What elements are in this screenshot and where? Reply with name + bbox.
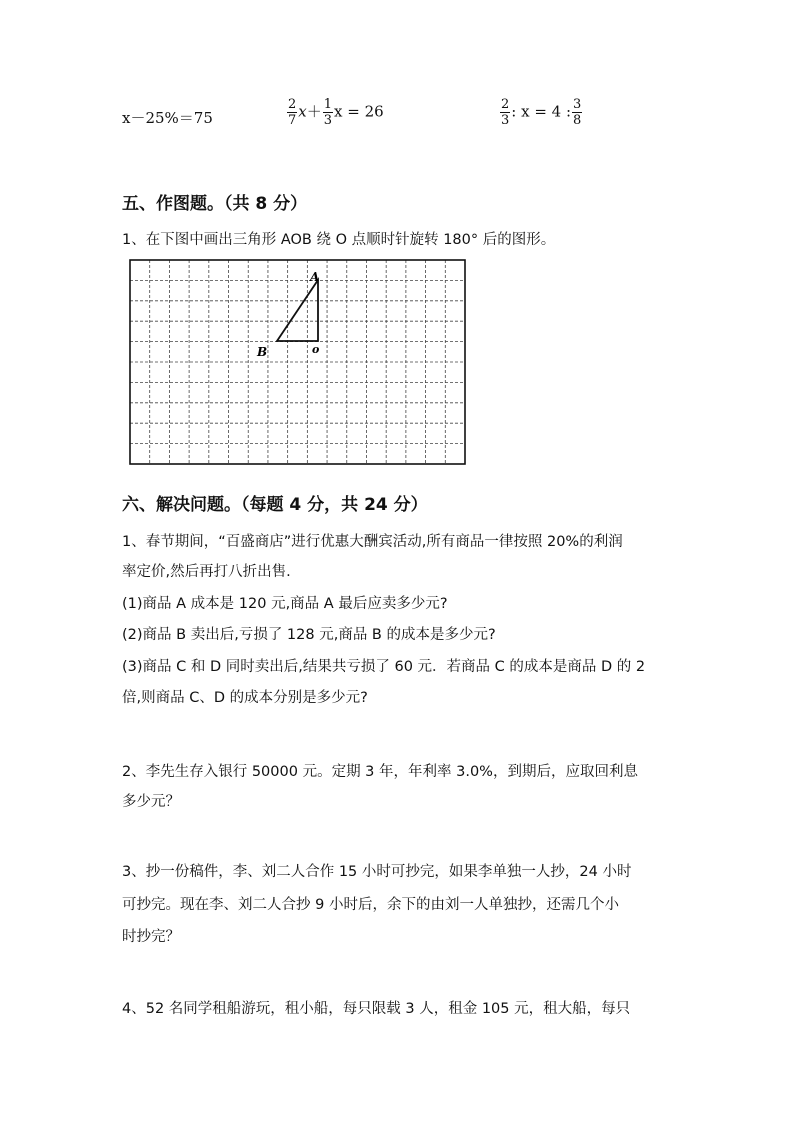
q3-line-1: 3、抄一份稿件，李、刘二人合作 15 小时可抄完，如果李单独一人抄，24 小时: [122, 864, 632, 880]
equation-1: [122, 107, 213, 128]
point-label-a: A: [310, 270, 320, 284]
equation-3: $\frac{2}{3}$ : x = 4 : $\frac{3}{8}$: [501, 97, 582, 128]
equation-2: $\frac{2}{7}$ x＋ $\frac{1}{3}$ x = 26: [288, 97, 384, 128]
q1-line-6: 倍,则商品 C、D 的成本分别是多少元?: [122, 690, 368, 706]
point-label-b: B: [257, 345, 268, 359]
q1-line-4: (2)商品 B 卖出后,亏损了 128 元,商品 B 的成本是多少元?: [122, 627, 496, 643]
q2-line-1: 2、李先生存入银行 50000 元。定期 3 年，年利率 3.0%，到期后，应取回利息: [122, 764, 638, 780]
fraction-3-8: $\frac{3}{8}$: [573, 97, 582, 128]
q1-line-3: (1)商品 A 成本是 120 元,商品 A 最后应卖多少元?: [122, 596, 448, 612]
fraction-1-3: $\frac{1}{3}$: [323, 97, 333, 128]
q1-line-1: 1、春节期间，“百盛商店”进行优惠大酬宾活动,所有商品一律按照 20%的利润: [122, 534, 623, 550]
point-label-o: o: [312, 343, 320, 356]
section-6-heading: 六、解决问题。（每题 4 分，共 24 分）: [122, 495, 428, 515]
q4-line-1: 4、52 名同学租船游玩，租小船，每只限载 3 人，租金 105 元，租大船，每只: [122, 1001, 631, 1017]
q1-line-5: (3)商品 C 和 D 同时卖出后,结果共亏损了 60 元．若商品 C 的成本是商品 D 的 2: [122, 659, 646, 675]
rotation-grid-figure: [129, 259, 466, 470]
section-5-heading: 五、作图题。（共 8 分）: [122, 194, 308, 214]
grid-dashed-lines: [130, 260, 465, 464]
equation-1-text: x－25%＝75: [122, 109, 213, 127]
grid-svg: [129, 259, 466, 466]
q3-line-3: 时抄完？: [122, 929, 180, 945]
fraction-2-7: $\frac{2}{7}$: [288, 97, 297, 128]
triangle-aob: [277, 280, 318, 341]
q2-line-2: 多少元？: [122, 794, 180, 810]
q1-line-2: 率定价,然后再打八折出售.: [122, 564, 291, 580]
q3-line-2: 可抄完。现在李、刘二人合抄 9 小时后，余下的由刘一人单独抄，还需几个小: [122, 897, 619, 913]
fraction-2-3: $\frac{2}{3}$: [501, 97, 510, 128]
section-5-question-1: 1、在下图中画出三角形 AOB 绕 O 点顺时针旋转 180° 后的图形。: [122, 232, 556, 248]
